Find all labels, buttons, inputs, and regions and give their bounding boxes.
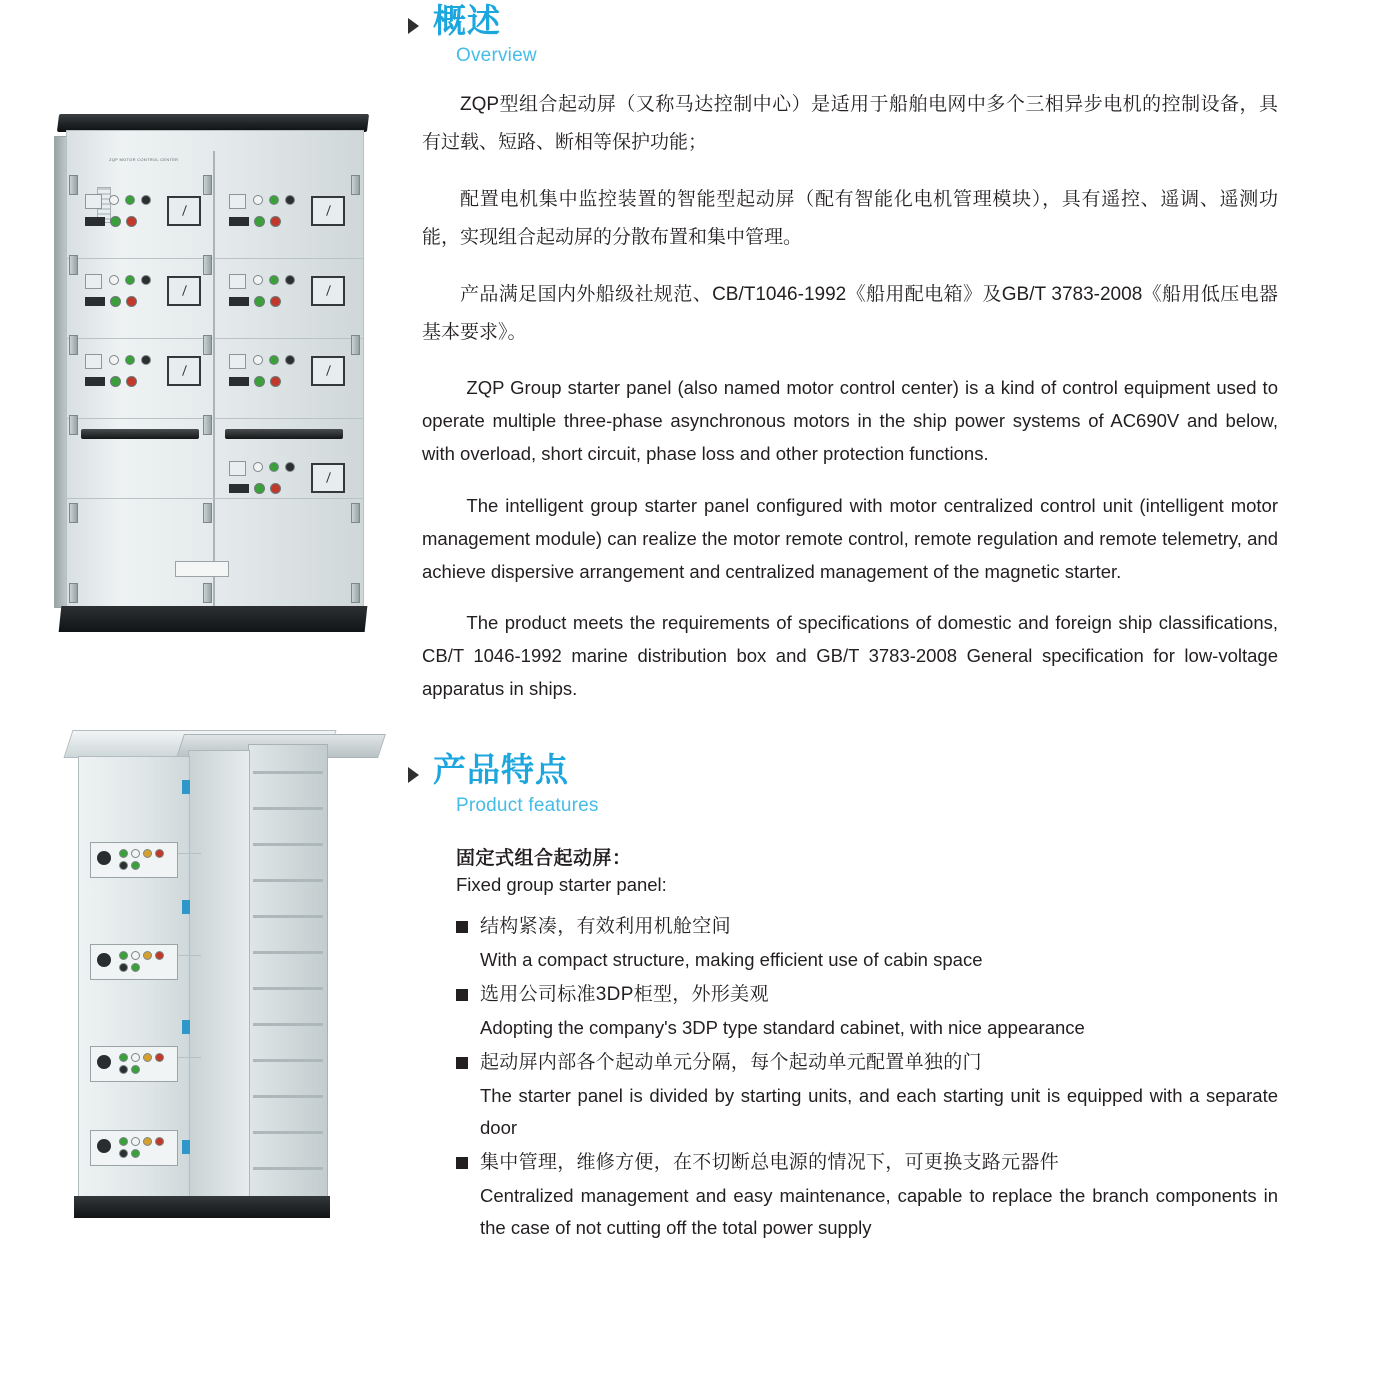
display-window [85, 194, 102, 209]
square-bullet-icon [456, 921, 468, 933]
lamp-icon [269, 195, 279, 205]
overview-paragraph-en: The product meets the requirements of specifications of domestic and foreign ship classifications, CB/T 1046-1992 marine distribution box and GB/T 3783-2008 General specification for low-voltage apparatus in ships. [422, 612, 1278, 700]
start-button-icon [254, 216, 265, 227]
overview-paragraph-cn: ZQP型组合起动屏（又称马达控制中心）是适用于船舶电网中多个三相异步电机的控制设备，具有过载、短路、断相等保护功能； [422, 94, 1278, 154]
selector-switch [229, 377, 249, 386]
product-photo-front [40, 110, 380, 640]
section-overview [408, 0, 1278, 705]
lamp-icon [285, 355, 295, 365]
features-title-en: Product features [456, 794, 599, 816]
door-latch [203, 255, 212, 275]
features-title-cn: 产品特点 [433, 751, 569, 789]
lamp-icon [119, 861, 128, 870]
lamp-icon [253, 195, 263, 205]
lamp-icon [155, 849, 164, 858]
display-window [229, 461, 246, 476]
lamp-icon [141, 275, 151, 285]
display-window [229, 354, 246, 369]
start-button-icon [254, 376, 265, 387]
starter-module [75, 184, 207, 250]
lamp-icon [155, 951, 164, 960]
feature-label-cn: 集中管理，维修方便，在不切断总电源的情况下，可更换支路元器件 [480, 1151, 1060, 1173]
door-hinge [182, 1020, 190, 1034]
starter-row [67, 339, 363, 419]
side-slat [253, 987, 323, 990]
lamp-icon [143, 1137, 152, 1146]
starter-module [90, 842, 178, 878]
side-slat [253, 843, 323, 846]
section-product-features [408, 749, 1278, 1243]
lamp-icon [253, 462, 263, 472]
side-slat [253, 807, 323, 810]
feature-item [456, 978, 1278, 1044]
feature-text-cn [456, 978, 1278, 1012]
cabinet-plinth [59, 606, 368, 632]
overview-paragraph-en: ZQP Group starter panel (also named motor control center) is a kind of control equipment used to operate multiple three-phase asynchronous motors in the ship power systems of AC690V and below, with overload, short circuit, phase loss and other protection functions. [422, 377, 1278, 465]
side-slat [253, 879, 323, 882]
lamp-icon [125, 275, 135, 285]
lamp-icon [109, 355, 119, 365]
starter-module [219, 344, 351, 410]
display-window [229, 194, 246, 209]
door-latch [203, 175, 212, 195]
button-row [229, 216, 281, 227]
lamp-icon [143, 951, 152, 960]
indicator-lamps [109, 275, 151, 285]
overview-paragraph-cn: 配置电机集中监控装置的智能型起动屏（配有智能化电机管理模块），具有遥控、遥调、遥测功能，实现组合起动屏的分散布置和集中管理。 [422, 189, 1278, 249]
lamp-icon [143, 849, 152, 858]
product-photo-angled [60, 720, 390, 1240]
side-slat [253, 1059, 323, 1062]
lamp-icon [119, 951, 128, 960]
indicator-lamps [119, 951, 171, 972]
feature-text-en: With a compact structure, making efficient use of cabin space [480, 948, 983, 970]
door-hinge [182, 1140, 190, 1154]
indicator-lamps [119, 1137, 171, 1158]
side-slat [253, 1095, 323, 1098]
feature-text-cn [456, 1146, 1278, 1180]
features-list [456, 910, 1278, 1244]
lamp-icon [269, 355, 279, 365]
door-latch [69, 335, 78, 355]
feature-label-cn: 起动屏内部各个起动单元分隔，每个起动单元配置单独的门 [480, 1051, 982, 1073]
door-latch [351, 503, 360, 523]
square-bullet-icon [456, 1157, 468, 1169]
lamp-icon [141, 195, 151, 205]
lamp-icon [109, 275, 119, 285]
starter-module [75, 344, 207, 410]
starter-row [67, 259, 363, 339]
side-slat [253, 1131, 323, 1134]
selector-switch [229, 484, 249, 493]
door-latch [203, 503, 212, 523]
rotary-knob-icon [97, 1055, 111, 1069]
lamp-icon [119, 1149, 128, 1158]
selector-switch [229, 297, 249, 306]
features-heading [408, 749, 1278, 790]
selector-switch [85, 377, 105, 386]
cabinet-center-column [188, 750, 250, 1200]
button-row [85, 376, 137, 387]
side-slat [253, 915, 323, 918]
feature-item [456, 1146, 1278, 1244]
feature-item [456, 910, 1278, 976]
door-latch [69, 503, 78, 523]
indicator-lamps [119, 1053, 171, 1074]
start-button-icon [254, 296, 265, 307]
lamp-icon [109, 195, 119, 205]
lamp-icon [119, 963, 128, 972]
cabinet-plinth [74, 1196, 330, 1218]
ammeter-icon [311, 463, 345, 493]
lamp-icon [119, 849, 128, 858]
door-latch [69, 255, 78, 275]
cabinet-body [66, 130, 364, 610]
feature-text-en: Adopting the company's 3DP type standard cabinet, with nice appearance [480, 1016, 1085, 1038]
lamp-icon [141, 355, 151, 365]
lamp-icon [131, 1065, 140, 1074]
square-bullet-icon [456, 1057, 468, 1069]
lamp-icon [269, 462, 279, 472]
stop-button-icon [270, 376, 281, 387]
lamp-icon [155, 1137, 164, 1146]
starter-module [90, 944, 178, 980]
side-slat [253, 1167, 323, 1170]
overview-title-en: Overview [456, 45, 537, 67]
ammeter-icon [167, 196, 201, 226]
stop-button-icon [126, 296, 137, 307]
selector-switch [85, 297, 105, 306]
feature-text-cn [456, 1046, 1278, 1080]
door-handle [225, 429, 343, 439]
starter-module [75, 264, 207, 330]
door-latch [203, 415, 212, 435]
square-bullet-icon [456, 989, 468, 1001]
features-subtitle-en: Fixed group starter panel: [456, 873, 667, 895]
lamp-icon [155, 1053, 164, 1062]
rotary-knob-icon [97, 953, 111, 967]
lamp-icon [125, 195, 135, 205]
indicator-lamps [253, 355, 295, 365]
start-button-icon [110, 216, 121, 227]
features-subtitle-cn: 固定式组合起动屏： [456, 847, 632, 869]
lamp-icon [125, 355, 135, 365]
starter-row [67, 419, 363, 499]
stop-button-icon [126, 216, 137, 227]
feature-text-en: Centralized management and easy maintenance, capable to replace the branch components in the case of not cutting off the total power supply [480, 1184, 1278, 1238]
ammeter-icon [167, 276, 201, 306]
lamp-icon [285, 275, 295, 285]
lamp-icon [253, 355, 263, 365]
lamp-icon [285, 462, 295, 472]
overview-paragraph-en: The intelligent group starter panel configured with motor centralized control unit (intelligent motor management module) can realize the motor remote control, remote regulation and remote telemetry, and achieve dispersive arrangement and centralized management of the magnetic starter. [422, 494, 1278, 582]
selector-switch [229, 217, 249, 226]
lamp-icon [143, 1053, 152, 1062]
cabinet-nameplate-label: ZQP MOTOR CONTROL CENTER [109, 157, 179, 162]
door-latch [351, 175, 360, 195]
starter-row [67, 179, 363, 259]
triangle-bullet-icon [408, 767, 419, 783]
button-row [229, 483, 281, 494]
image-column [0, 0, 400, 1379]
stop-button-icon [270, 483, 281, 494]
feature-item [456, 1046, 1278, 1144]
side-slat [253, 951, 323, 954]
lower-door-row [67, 499, 363, 609]
door-latch [351, 583, 360, 603]
door-latch [203, 583, 212, 603]
selector-switch [85, 217, 105, 226]
button-row [229, 376, 281, 387]
lamp-icon [269, 275, 279, 285]
starter-module [219, 184, 351, 250]
display-window [85, 274, 102, 289]
lamp-icon [131, 861, 140, 870]
ammeter-icon [167, 356, 201, 386]
lamp-icon [131, 1053, 140, 1062]
overview-paragraph-cn: 产品满足国内外船级社规范、CB/T1046-1992《船用配电箱》及GB/T 3783-2008《船用低压电器基本要求》。 [422, 284, 1278, 344]
overview-body [408, 86, 1278, 705]
start-button-icon [110, 376, 121, 387]
feature-text-en: The starter panel is divided by starting units, and each starting unit is equipped with a separate door [480, 1084, 1278, 1138]
door-latch [69, 175, 78, 195]
lamp-icon [119, 1053, 128, 1062]
lamp-icon [119, 1137, 128, 1146]
lamp-icon [131, 963, 140, 972]
nameplate [175, 561, 229, 577]
rotary-knob-icon [97, 851, 111, 865]
lamp-icon [285, 195, 295, 205]
door-hinge [182, 780, 190, 794]
triangle-bullet-icon [408, 18, 419, 34]
button-row [229, 296, 281, 307]
door-latch [69, 583, 78, 603]
rotary-knob-icon [97, 1139, 111, 1153]
display-window [229, 274, 246, 289]
cabinet-right-side [248, 744, 328, 1198]
stop-button-icon [126, 376, 137, 387]
overview-title-cn: 概述 [433, 2, 501, 39]
indicator-lamps [109, 355, 151, 365]
feature-label-cn: 选用公司标准3DP柜型，外形美观 [480, 983, 769, 1005]
indicator-lamps [119, 849, 171, 870]
feature-label-cn: 结构紧凑，有效利用机舱空间 [480, 915, 731, 937]
lamp-icon [131, 951, 140, 960]
ammeter-icon [311, 196, 345, 226]
side-slat [253, 1023, 323, 1026]
content-column [408, 0, 1278, 1246]
indicator-lamps [109, 195, 151, 205]
ammeter-icon [311, 356, 345, 386]
stop-button-icon [270, 216, 281, 227]
start-button-icon [254, 483, 265, 494]
feature-text-cn [456, 910, 1278, 944]
display-window [85, 354, 102, 369]
door-hinge [182, 900, 190, 914]
starter-module [90, 1046, 178, 1082]
button-row [85, 216, 137, 227]
lamp-icon [119, 1065, 128, 1074]
start-button-icon [110, 296, 121, 307]
indicator-lamps [253, 275, 295, 285]
indicator-lamps [253, 195, 295, 205]
overview-heading [408, 0, 1278, 41]
door-latch [203, 335, 212, 355]
lamp-icon [131, 849, 140, 858]
indicator-lamps [253, 462, 295, 472]
lamp-icon [131, 1149, 140, 1158]
stop-button-icon [270, 296, 281, 307]
ammeter-icon [311, 276, 345, 306]
lamp-icon [131, 1137, 140, 1146]
side-slat [253, 771, 323, 774]
door-latch [69, 415, 78, 435]
door-handle [81, 429, 199, 439]
button-row [85, 296, 137, 307]
lamp-icon [253, 275, 263, 285]
door-latch [351, 335, 360, 355]
starter-module [90, 1130, 178, 1166]
starter-module [219, 264, 351, 330]
